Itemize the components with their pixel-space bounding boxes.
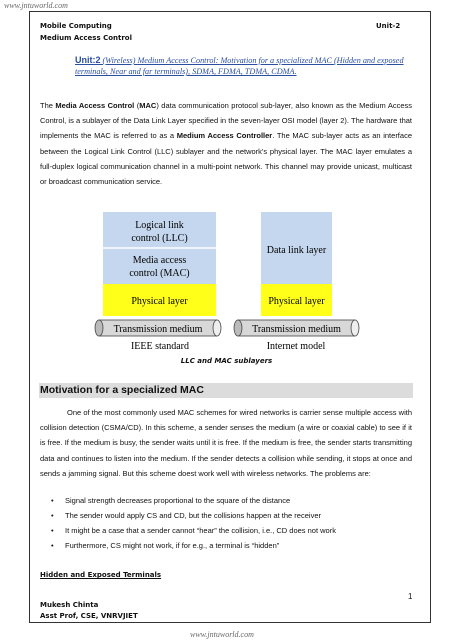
- mac-line-2: control (MAC): [129, 268, 190, 279]
- llc-line-1: Logical link: [135, 220, 184, 231]
- intro-bold-1: Media Access Control: [55, 101, 135, 110]
- bullet-dot: •: [51, 526, 54, 535]
- mac-line-1: Media access: [132, 255, 187, 266]
- header-course: Mobile Computing: [40, 22, 112, 30]
- intro-text-4: . The MAC sub-layer acts as an interface between the Logical Link Control (LLC) sublayer and the network's physical layer. The MAC layer emulates a full-duplex logical communication channel in a multi-point network. This channel may provide unicast, multicast or broadcast communication service.: [40, 131, 412, 187]
- bullet-text: Furthermore, CS might not work, if for e.g., a terminal is “hidden”: [65, 541, 280, 550]
- medium-left-label: Transmission medium: [113, 324, 203, 335]
- intro-text-3: ) data communication protocol sub-layer, also known as the Medium Access Control, is a sublayer of the Data Link Layer specified in the seven-layer OSI model (layer 2). The hardware that implements the MAC is referred to as a: [40, 101, 412, 141]
- diagram-caption: LLC and MAC sublayers: [180, 357, 273, 365]
- intro-text-2: (: [134, 101, 140, 110]
- intro-bold-3: Medium Access Controller: [176, 131, 273, 141]
- intro-text-1: The: [40, 101, 56, 110]
- physical-right-label: Physical layer: [268, 296, 325, 307]
- internet-model-label: Internet model: [266, 341, 326, 352]
- transmission-medium-right: [234, 320, 359, 336]
- transmission-medium-left: [95, 320, 221, 336]
- subsection-title: Hidden and Exposed Terminals: [40, 571, 162, 579]
- bullet-dot: •: [51, 541, 54, 550]
- llc-line-2: control (LLC): [131, 233, 188, 244]
- watermark-bottom: www.jntuworld.com: [190, 630, 254, 639]
- header-topic: Medium Access Control: [40, 34, 133, 42]
- bullet-text: Signal strength decreases proportional to the square of the distance: [65, 496, 291, 505]
- intro-bold-2: MAC: [139, 101, 157, 110]
- datalink-label: Data link layer: [266, 245, 327, 256]
- bullet-item: [51, 523, 415, 538]
- header-unit: Unit-2: [376, 22, 401, 30]
- bullet-item: [51, 538, 415, 553]
- motivation-paragraph: One of the most commonly used MAC schemes for wired networks is carrier sense multiple access with collision detection (CSMA/CD). In this scheme, a sender senses the medium (a wire or coaxial cable) to see if it is free. If the medium is busy, the sender waits until it is free. If the medium is free, the sender starts transmitting data and continues to listen into the medium. If the sender detects a collision while sending, it stops at once and sends a jamming signal. But this scheme doest work well with wireless networks. The problems are:: [40, 408, 412, 478]
- bullet-text: The sender would apply CS and CD, but the collisions happen at the receiver: [65, 511, 321, 520]
- watermark-top: www.jntuworld.com: [4, 1, 68, 10]
- unit-label: Unit:2: [75, 55, 101, 65]
- page-number: 1: [408, 592, 413, 601]
- ieee-standard-label: IEEE standard: [130, 341, 190, 352]
- bullet-item: [51, 508, 415, 523]
- medium-right-label: Transmission medium: [252, 324, 341, 335]
- section-title: Motivation for a specialized MAC: [39, 383, 413, 398]
- physical-left-label: Physical layer: [131, 296, 188, 307]
- footer-author: Mukesh Chinta: [40, 601, 99, 609]
- bullet-dot: •: [51, 511, 54, 520]
- bullet-item: [51, 493, 415, 508]
- unit-description: (Wireless) Medium Access Control: Motivation for a specialized MAC (Hidden and exposed terminals, Near and far terminals), SDMA, FDMA, TDMA, CDMA.: [75, 56, 404, 76]
- bullet-dot: •: [51, 496, 54, 505]
- footer-role: Asst Prof, CSE, VNRVJIET: [40, 612, 138, 620]
- bullet-text: It might be a case that a sender cannot “hear” the collision, i.e., CD does not work: [65, 526, 336, 535]
